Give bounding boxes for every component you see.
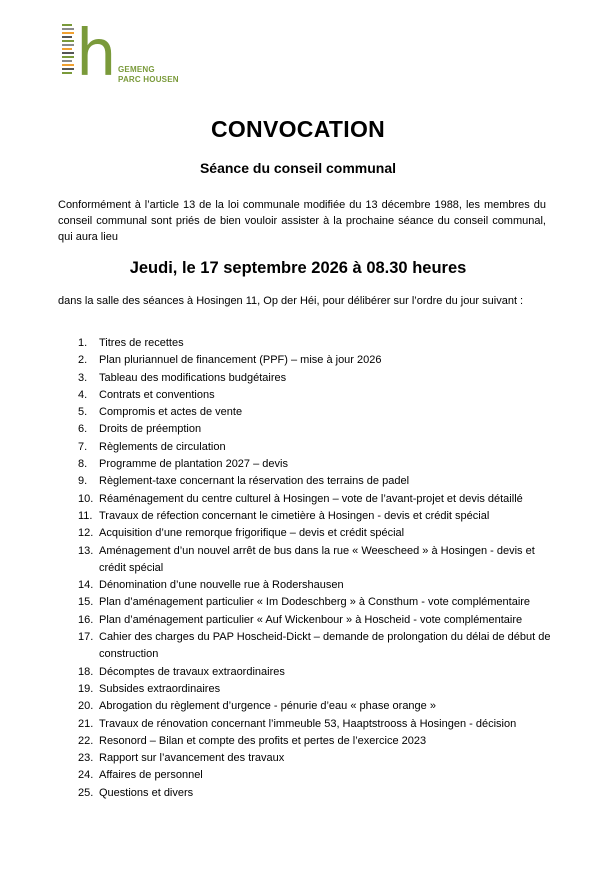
- agenda-item: [78, 750, 558, 767]
- logo-bar: [62, 72, 72, 74]
- logo-bars-icon: [62, 24, 74, 76]
- agenda-item-text: Tableau des modifications budgétaires: [99, 371, 287, 384]
- agenda-item-number: 10.: [78, 492, 94, 505]
- agenda-item-number: 23.: [78, 752, 94, 765]
- document-title: CONVOCATION: [210, 116, 386, 142]
- agenda-item: [78, 335, 558, 352]
- gemeng-parc-housen-logo: [62, 17, 202, 91]
- agenda-item-text: Travaux de réfection concernant le cimetière à Hosingen - devis et crédit spécial: [99, 509, 490, 522]
- agenda-item: [78, 525, 558, 542]
- logo-line-2: PARC HOUSEN: [118, 75, 179, 84]
- agenda-item-number: 7.: [78, 440, 88, 453]
- agenda-item-text: Compromis et actes de vente: [99, 406, 243, 419]
- agenda-item-text: Travaux de rénovation concernant l’immeuble 53, Haaptstrooss à Hosingen - décision: [99, 717, 517, 730]
- agenda-item-text: Rapport sur l’avancement des travaux: [99, 752, 285, 765]
- agenda-item-number: 20.: [78, 700, 94, 713]
- agenda-item: [78, 439, 558, 456]
- agenda-item: [78, 767, 558, 784]
- agenda-item-text: Programme de plantation 2027 – devis: [99, 458, 288, 471]
- agenda-item: [78, 594, 558, 611]
- agenda-item: [78, 404, 558, 421]
- agenda-item: [78, 387, 558, 404]
- logo-letter: h: [76, 17, 117, 91]
- agenda-item-number: 9.: [78, 475, 88, 488]
- document-subtitle: Séance du conseil communal: [199, 160, 397, 176]
- logo-text: [118, 65, 179, 85]
- logo-bar: [62, 68, 74, 70]
- agenda-item-text: Aménagement d’un nouvel arrêt de bus dans la rue « Weescheed » à Hosingen - devis et crédit spécial: [99, 544, 535, 574]
- agenda-item-number: 19.: [78, 682, 94, 695]
- agenda-item: [78, 456, 558, 473]
- agenda-item: [78, 491, 558, 508]
- agenda-item-number: 22.: [78, 734, 94, 747]
- agenda-item: [78, 629, 558, 664]
- agenda-item-number: 12.: [78, 527, 94, 540]
- agenda-item-number: 16.: [78, 613, 94, 626]
- logo-bar: [62, 40, 74, 42]
- agenda-item-number: 2.: [78, 354, 88, 367]
- meeting-place: dans la salle des séances à Hosingen 11, Op der Héi, pour délibérer sur l’ordre du jour suivant :: [58, 295, 524, 307]
- agenda-item-text: Règlement-taxe concernant la réservation des terrains de padel: [99, 475, 410, 488]
- agenda-item-number: 21.: [78, 717, 94, 730]
- agenda-item-number: 24.: [78, 769, 94, 782]
- agenda-item-number: 5.: [78, 406, 88, 419]
- agenda-item-text: Titres de recettes: [99, 337, 184, 349]
- agenda-item-text: Plan pluriannuel de financement (PPF) – mise à jour 2026: [99, 354, 382, 367]
- agenda-item-number: 13.: [78, 544, 94, 557]
- logo-line-1: GEMENG: [118, 65, 155, 74]
- agenda-item-number: 1.: [78, 337, 88, 349]
- agenda-item-text: Règlements de circulation: [99, 440, 226, 453]
- agenda-item-number: 15.: [78, 596, 94, 609]
- agenda-item-text: Décomptes de travaux extraordinaires: [99, 665, 285, 678]
- agenda-item-number: 11.: [78, 509, 93, 522]
- agenda-item: [78, 508, 558, 525]
- agenda-item-text: Resonord – Bilan et compte des profits et pertes de l’exercice 2023: [99, 734, 427, 747]
- logo-bar: [62, 56, 74, 58]
- logo-bar: [62, 24, 72, 26]
- agenda-item: [78, 473, 558, 490]
- agenda-item: [78, 681, 558, 698]
- agenda-item-text: Cahier des charges du PAP Hoscheid-Dickt – demande de prolongation du délai de début de construction: [99, 631, 551, 661]
- logo-bar: [62, 32, 74, 34]
- agenda-item-text: Acquisition d’une remorque frigorifique – devis et crédit spécial: [99, 527, 405, 540]
- agenda-item-text: Subsides extraordinaires: [99, 682, 221, 695]
- agenda-item-text: Abrogation du règlement d’urgence - pénurie d’eau « phase orange »: [99, 700, 436, 713]
- agenda-item-text: Contrats et conventions: [99, 388, 215, 401]
- agenda-item-text: Affaires de personnel: [99, 769, 203, 782]
- agenda-item: [78, 543, 558, 578]
- agenda-item: [78, 577, 558, 594]
- logo-bar: [62, 48, 72, 50]
- agenda-item: [78, 370, 558, 387]
- agenda-item: [78, 698, 558, 715]
- agenda-item-text: Droits de préemption: [99, 423, 202, 436]
- agenda-item-number: 8.: [78, 458, 88, 471]
- agenda-item-text: Questions et divers: [99, 786, 194, 799]
- agenda-item-number: 4.: [78, 388, 88, 401]
- agenda-item-number: 3.: [78, 371, 88, 384]
- agenda-item-number: 25.: [78, 786, 94, 799]
- logo-bar: [62, 60, 72, 62]
- logo-bar: [62, 28, 74, 30]
- agenda-list: [78, 335, 558, 802]
- intro-paragraph: Conformément à l’article 13 de la loi communale modifiée du 13 décembre 1988, les membres du conseil communal sont priés de bien vouloir assister à la prochaine séance du conseil communal, qui aura lieu: [58, 199, 546, 243]
- agenda-item: [78, 612, 558, 629]
- agenda-item-number: 14.: [78, 579, 94, 592]
- agenda-item-number: 17.: [78, 631, 94, 644]
- logo-bar: [62, 44, 74, 46]
- agenda-item-number: 18.: [78, 665, 94, 678]
- agenda-item: [78, 421, 558, 438]
- logo-bar: [62, 52, 74, 54]
- agenda-item-text: Dénomination d’une nouvelle rue à Rodershausen: [99, 579, 344, 592]
- logo-bar: [62, 64, 74, 66]
- agenda-item-text: Plan d’aménagement particulier « Im Dodeschberg » à Consthum - vote complémentaire: [99, 596, 531, 609]
- agenda-item: [78, 785, 558, 802]
- agenda-item: [78, 664, 558, 681]
- agenda-item-text: Réaménagement du centre culturel à Hosingen – vote de l’avant-projet et devis détaillé: [99, 492, 523, 505]
- meeting-date: Jeudi, le 17 septembre 2026 à 08.30 heures: [129, 259, 467, 277]
- agenda-item-number: 6.: [78, 423, 88, 436]
- agenda-item: [78, 352, 558, 369]
- agenda-item: [78, 733, 558, 750]
- logo-bar: [62, 36, 72, 38]
- agenda-item-text: Plan d’aménagement particulier « Auf Wickenbour » à Hoscheid - vote complémentaire: [99, 613, 523, 626]
- agenda-item: [78, 716, 558, 733]
